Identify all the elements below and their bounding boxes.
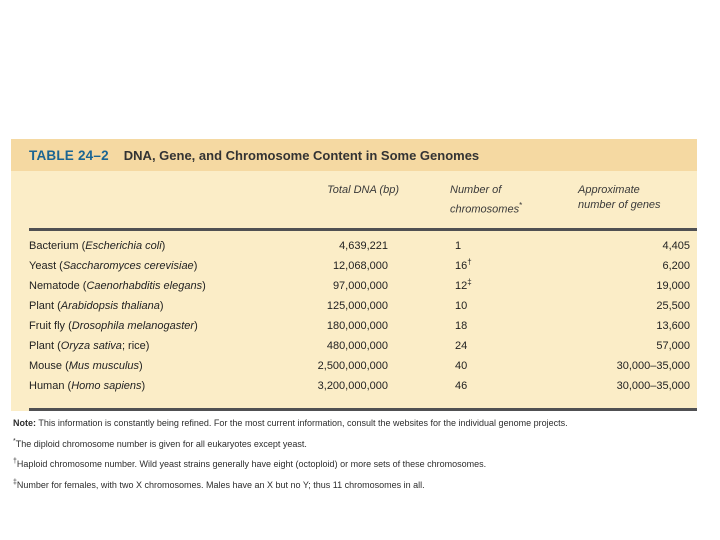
table-row [29,356,690,376]
organism-cell: Fruit fly (Drosophila melanogaster) [29,320,198,332]
column-header-organism [29,183,259,218]
organism-cell: Bacterium (Escherichia coli) [29,240,166,252]
table-number-label: TABLE 24–2 [29,147,109,163]
double-dagger-marker: ‡ [13,478,17,486]
chromosome-cell: 40 [455,360,468,372]
footnote-star: *The diploid chromosome number is given for all eukaryotes except yeast. [13,437,307,449]
chromosome-cell: 1 [455,240,462,252]
column-header-total-dna: Total DNA (bp) [327,184,399,196]
chromosome-cell: 10 [455,300,468,312]
footnote-note: Note: This information is constantly being refined. For the most current information, consult the websites for the individual genome projects. [13,418,568,428]
table-row [29,296,690,316]
table-row [29,316,690,336]
genes-cell: 30,000–35,000 [616,360,690,372]
table-row [29,376,690,396]
table-row [29,336,690,356]
genes-cell: 6,200 [662,260,690,272]
genes-cell: 25,500 [656,300,690,312]
dagger-marker: † [13,458,17,465]
organism-cell: Mouse (Mus musculus) [29,360,143,372]
table-title: DNA, Gene, and Chromosome Content in Some Genomes [123,147,480,163]
dna-cell: 480,000,000 [326,340,388,352]
table-row [29,236,690,256]
table-figure [11,139,697,411]
dna-cell: 97,000,000 [332,280,388,292]
genes-cell: 4,405 [662,240,690,252]
organism-cell: Yeast (Saccharomyces cerevisiae) [29,260,198,272]
chromosome-cell: 16† [455,257,472,272]
asterisk-footnote-marker: * [519,201,523,210]
organism-cell: Human (Homo sapiens) [29,380,146,392]
organism-cell: Plant (Oryza sativa; rice) [29,340,150,352]
table-title-bar [11,139,697,171]
chromosome-cell: 12‡ [455,277,472,292]
column-header-chromosomes: Number of chromosomes* [450,184,523,216]
asterisk-marker: * [13,437,16,445]
footnote-double-dagger: ‡Number for females, with two X chromosomes. Males have an X but no Y; thus 11 chromosomes in all. [13,478,425,490]
genes-cell: 13,600 [656,320,690,332]
organism-cell: Nematode (Caenorhabditis elegans) [29,280,206,292]
footnote-dagger: †Haploid chromosome number. Wild yeast strains generally have eight (octoploid) or more sets of these chromosomes. [13,458,487,469]
genes-cell: 19,000 [656,280,690,292]
table-row [29,256,690,276]
genes-cell: 30,000–35,000 [616,380,690,392]
chromosome-cell: 18 [455,320,468,332]
table-rows [29,231,690,396]
dna-cell: 180,000,000 [326,320,388,332]
dna-cell: 12,068,000 [332,260,388,272]
dna-cell: 2,500,000,000 [317,360,388,372]
table-header-row [29,183,690,218]
organism-cell: Plant (Arabidopsis thaliana) [29,300,164,312]
dna-cell: 125,000,000 [326,300,388,312]
chromosome-cell: 24 [455,340,468,352]
table-row [29,276,690,296]
dna-cell: 4,639,221 [339,240,388,252]
bottom-rule [29,408,697,411]
dna-cell: 3,200,000,000 [317,380,388,392]
footnotes [13,414,709,494]
genes-cell: 57,000 [656,340,690,352]
column-header-genes: Approximate number of genes [578,184,661,211]
table-body [11,171,697,411]
chromosome-cell: 46 [455,380,468,392]
